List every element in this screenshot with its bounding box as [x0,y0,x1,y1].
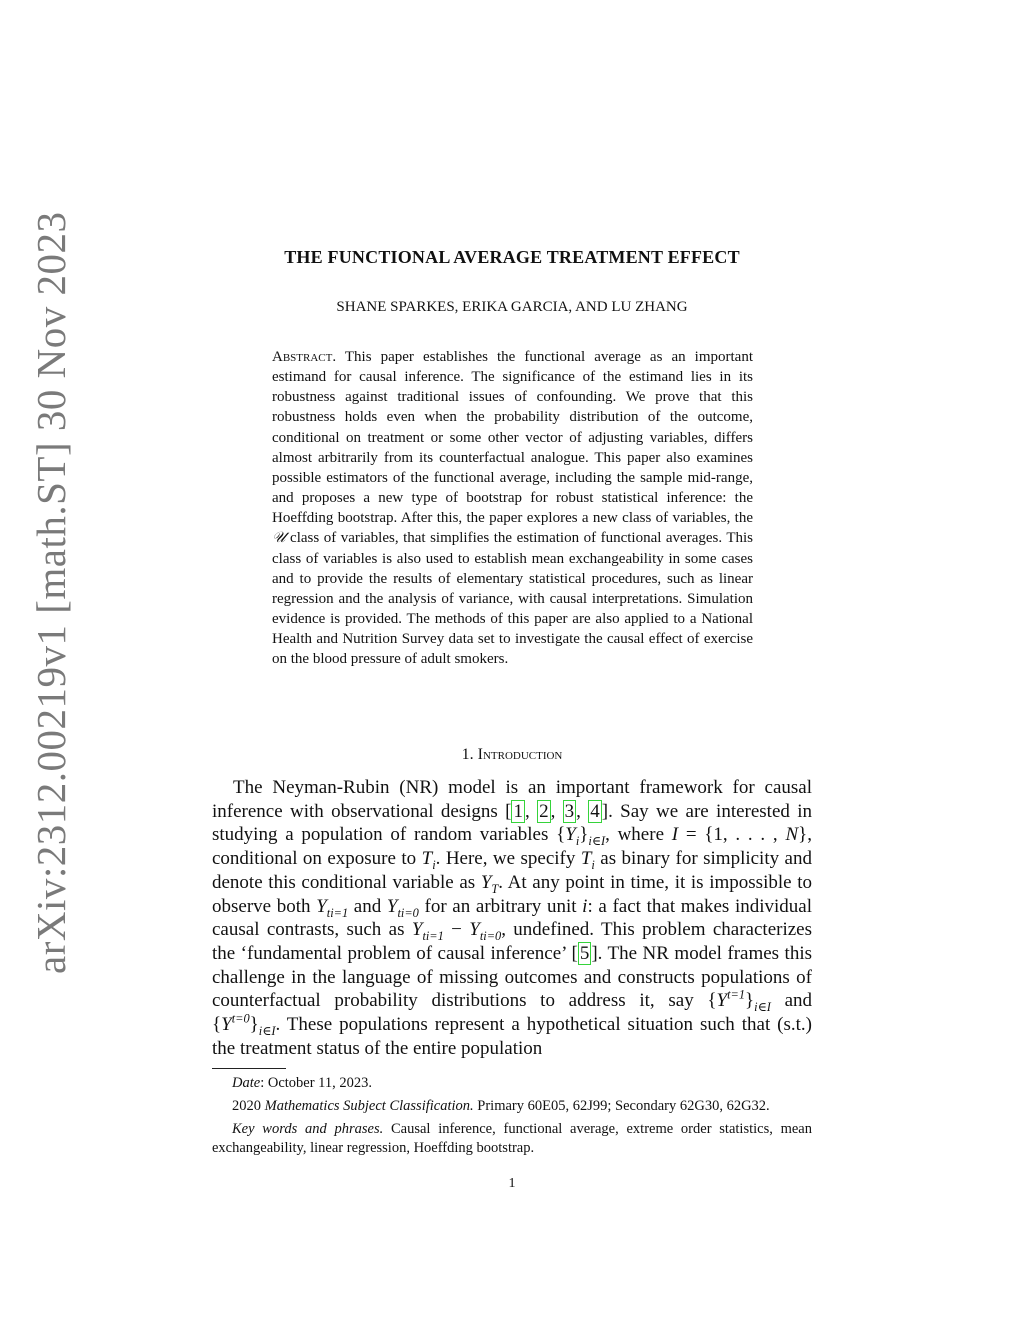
abstract-text-2: class of variables, that simplifies the estimation of functional averages. This class of variables is also used to establish mean exchangeability in some cases and to provide the results of elementary statistical procedures, such as linear regression and the analysis of variance, with causal interpretations. Simulation evidence is provided. The methods of this paper are also applied to a National Health and Nutrition Survey data set to investigate the causal effect of exercise on the blood pressure of adult smokers. [272,530,754,668]
section-title: Introduction [477,746,563,763]
paper-authors: SHANE SPARKES, ERIKA GARCIA, AND LU ZHANG [336,299,688,315]
citation-link-4[interactable]: 4 [590,800,600,822]
abstract-label: Abstract. [272,349,337,365]
abstract [272,347,753,670]
section-number: 1. [461,746,474,763]
footnote-keywords: Key words and phrases. Causal inference, functional average, extreme order statistics, mean exchangeability, linear regression, Hoeffding bootstrap. [212,1121,812,1156]
abstract-u-symbol: 𝒰 [272,530,286,547]
paper-title: THE FUNCTIONAL AVERAGE TREATMENT EFFECT [284,247,740,267]
footnote-divider [212,1068,286,1069]
introduction-body [212,776,812,1060]
page-number: 1 [508,1176,516,1191]
section-heading [0,746,1024,764]
footnotes [212,1074,812,1162]
footnote-date: Date: October 11, 2023. [232,1075,373,1091]
footnote-msc: 2020 Mathematics Subject Classification. Primary 60E05, 62J99; Secondary 62G30, 62G32. [232,1098,770,1114]
citation-link-3[interactable]: 3 [564,800,575,822]
intro-paragraph: The Neyman-Rubin (NR) model is an important framework for causal inference with observational designs [ 1 , 2 , 3 , 4 ]. Say we are interested in studying a population of random variables $\{Y_i\}_{i\in I}$, where I = {1, . . . , N}, conditional on exposure to $T_i$. Here, we specify $T_i$ as binary for simplicity and denote this conditional variable as $Y_T$. At any point in time, it is impossible to observe both $Y_{ti=1}$ and $Y_{ti=0}$ for an arbitrary unit i: a fact that makes individual causal contrasts, such as $Y_{ti=1} - Y_{ti=0}$, undefined. This problem characterizes the ‘fundamental problem of causal inference’ [ 5 ]. The NR model frames this challenge in the language of missing outcomes and constructs populations of counterfactual probability distributions to address it, say $\{Y^{t=1}\}_{i\in I}$ and $\{Y^{t=0}\}_{i\in I}$. These populations represent a hypothetical situation such that (s.t.) the treatment status of the entire population [212,777,813,1059]
citation-link-1[interactable]: 1 [513,800,523,822]
citation-link-2[interactable]: 2 [539,800,549,822]
arxiv-identifier-stamp: arXiv:2312.00219v1 [math.ST] 30 Nov 2023 [28,211,74,974]
citation-link-5[interactable]: 5 [579,942,590,964]
abstract-text-1: This paper establishes the functional average as an important estimand for causal inference. The significance of the estimand lies in its robustness against traditional issues of confounding. We prove that this robustness holds even when the probability distribution of the outcome, conditional on treatment or some other vector of adjusting variables, differs almost arbitrarily from its counterfactual analogue. This paper also examines possible estimators of the functional average, including the sample mid-range, and proposes a new type of bootstrap for robust statistical inference: the Hoeffding bootstrap. After this, the paper explores a new class of variables, the [272,349,753,527]
